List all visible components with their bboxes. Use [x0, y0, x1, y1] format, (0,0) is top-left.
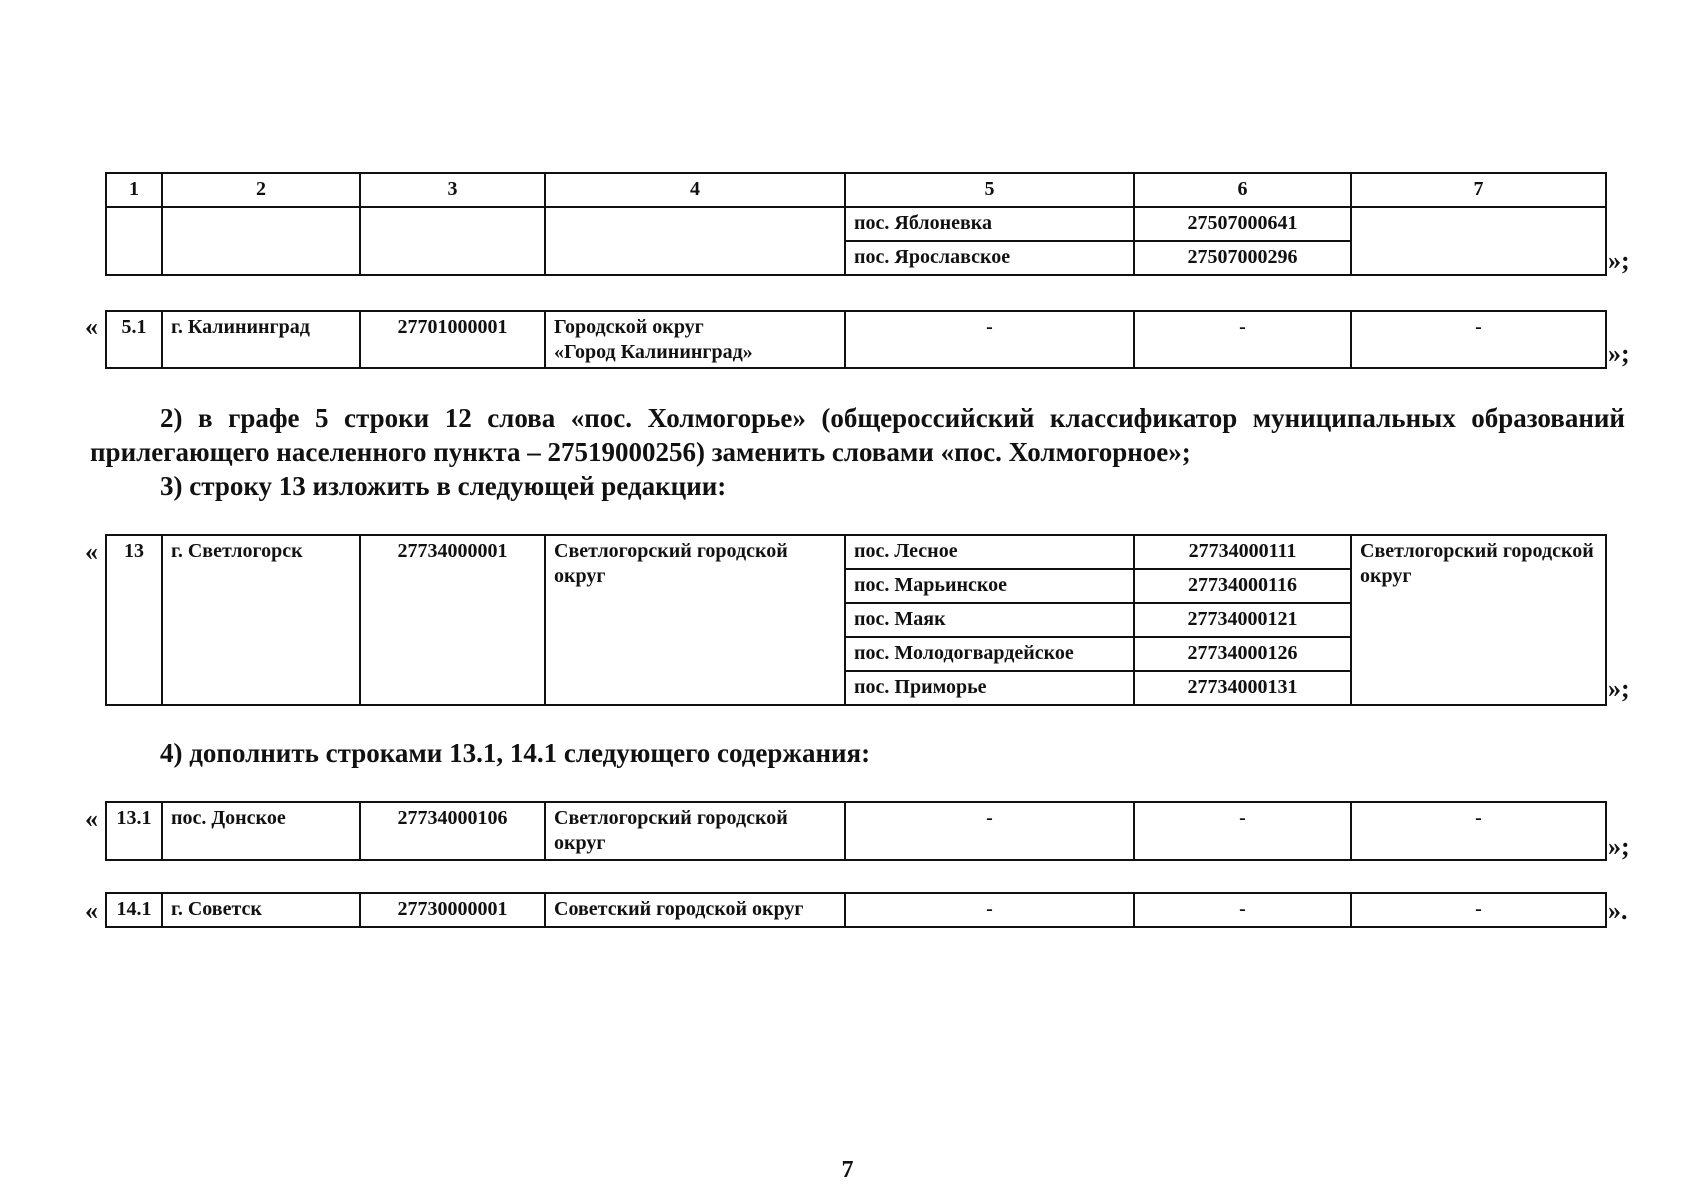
municipal-district [545, 311, 845, 368]
table-row [106, 893, 1606, 927]
close-quote: »; [1608, 832, 1630, 861]
header-col-4: 4 [545, 173, 845, 207]
open-quote: « [85, 896, 98, 925]
empty-cell [360, 207, 545, 275]
adjacent-settlement: пос. Молодогвардейское [845, 637, 1134, 671]
row-number: 14.1 [106, 893, 162, 927]
open-quote: « [85, 312, 98, 341]
empty-cell [162, 207, 360, 275]
page-number: 7 [841, 1157, 854, 1183]
settlement-name: г. Калининград [162, 311, 360, 368]
close-quote: »; [1608, 246, 1630, 275]
paragraph-2-text: 2) в графе 5 строки 12 слова «пос. Холмогорье» (общероссийский классификатор муниципальных образований прилегающего населенного пункта – 27519000256) заменить словами «пос. Холмогорное»; [90, 403, 1625, 467]
oktmo-code: 27734000001 [360, 535, 545, 705]
table-row [106, 207, 1606, 241]
adjacent-settlement: пос. Марьинское [845, 569, 1134, 603]
settlement-name: пос. Яблоневка [845, 207, 1134, 241]
close-quote: »; [1608, 339, 1630, 368]
settlement-name: пос. Донское [162, 802, 360, 860]
district-line-1: Городской округ [554, 316, 704, 338]
oktmo-code: 27734000106 [360, 802, 545, 860]
adjacent-code: 27734000131 [1134, 671, 1351, 705]
header-col-5: 5 [845, 173, 1134, 207]
empty-cell [1351, 207, 1606, 275]
empty-cell [545, 207, 845, 275]
adjacent-settlement: пос. Приморье [845, 671, 1134, 705]
municipal-district: Советский городской округ [545, 893, 845, 927]
paragraph-3 [160, 469, 726, 503]
col-7-dash: - [1351, 802, 1606, 860]
district-line-2: «Город Калининград» [554, 341, 753, 363]
settlement-name: г. Светлогорск [162, 535, 360, 705]
adjacent-settlement: пос. Лесное [845, 535, 1134, 569]
adjacent-code: 27734000111 [1134, 535, 1351, 569]
col-6-dash: - [1134, 311, 1351, 368]
row-13-1-table [105, 801, 1607, 861]
row-number: 13 [106, 535, 162, 705]
paragraph-4-text: 4) дополнить строками 13.1, 14.1 следующего содержания: [160, 738, 871, 768]
row-14-1-table [105, 892, 1607, 928]
close-quote: »; [1608, 674, 1630, 703]
header-col-6: 6 [1134, 173, 1351, 207]
col-6-dash: - [1134, 893, 1351, 927]
adjacent-code: 27734000126 [1134, 637, 1351, 671]
header-col-1: 1 [106, 173, 162, 207]
oktmo-code: 27701000001 [360, 311, 545, 368]
table-row [106, 802, 1606, 860]
header-col-7: 7 [1351, 173, 1606, 207]
table-row [106, 311, 1606, 368]
col-5-dash: - [845, 893, 1134, 927]
adjacent-code: 27734000121 [1134, 603, 1351, 637]
header-row [106, 173, 1606, 207]
row-number: 13.1 [106, 802, 162, 860]
header-col-2: 2 [162, 173, 360, 207]
settlement-code: 27507000296 [1134, 241, 1351, 275]
row-number: 5.1 [106, 311, 162, 368]
row-5-1-table [105, 310, 1607, 369]
table-row [106, 535, 1606, 569]
empty-cell [106, 207, 162, 275]
col-5-dash: - [845, 802, 1134, 860]
paragraph-4 [160, 736, 870, 770]
header-col-3: 3 [360, 173, 545, 207]
col-7-dash: - [1351, 893, 1606, 927]
settlement-name: пос. Ярославское [845, 241, 1134, 275]
oktmo-code: 27730000001 [360, 893, 545, 927]
row-13-table [105, 534, 1607, 706]
continuation-table [105, 172, 1607, 276]
col-7-district: Светлогорский городской округ [1351, 535, 1606, 705]
settlement-code: 27507000641 [1134, 207, 1351, 241]
municipal-district: Светлогорский городской округ [545, 535, 845, 705]
adjacent-settlement: пос. Маяк [845, 603, 1134, 637]
paragraph-3-text: 3) строку 13 изложить в следующей редакции: [160, 471, 727, 501]
adjacent-code: 27734000116 [1134, 569, 1351, 603]
open-quote: « [85, 537, 98, 566]
col-5-dash: - [845, 311, 1134, 368]
municipal-district: Светлогорский городской округ [545, 802, 845, 860]
open-quote: « [85, 804, 98, 833]
settlement-name: г. Советск [162, 893, 360, 927]
col-7-dash: - [1351, 311, 1606, 368]
col-6-dash: - [1134, 802, 1351, 860]
paragraph-2 [90, 401, 1625, 469]
close-quote: ». [1608, 896, 1628, 925]
